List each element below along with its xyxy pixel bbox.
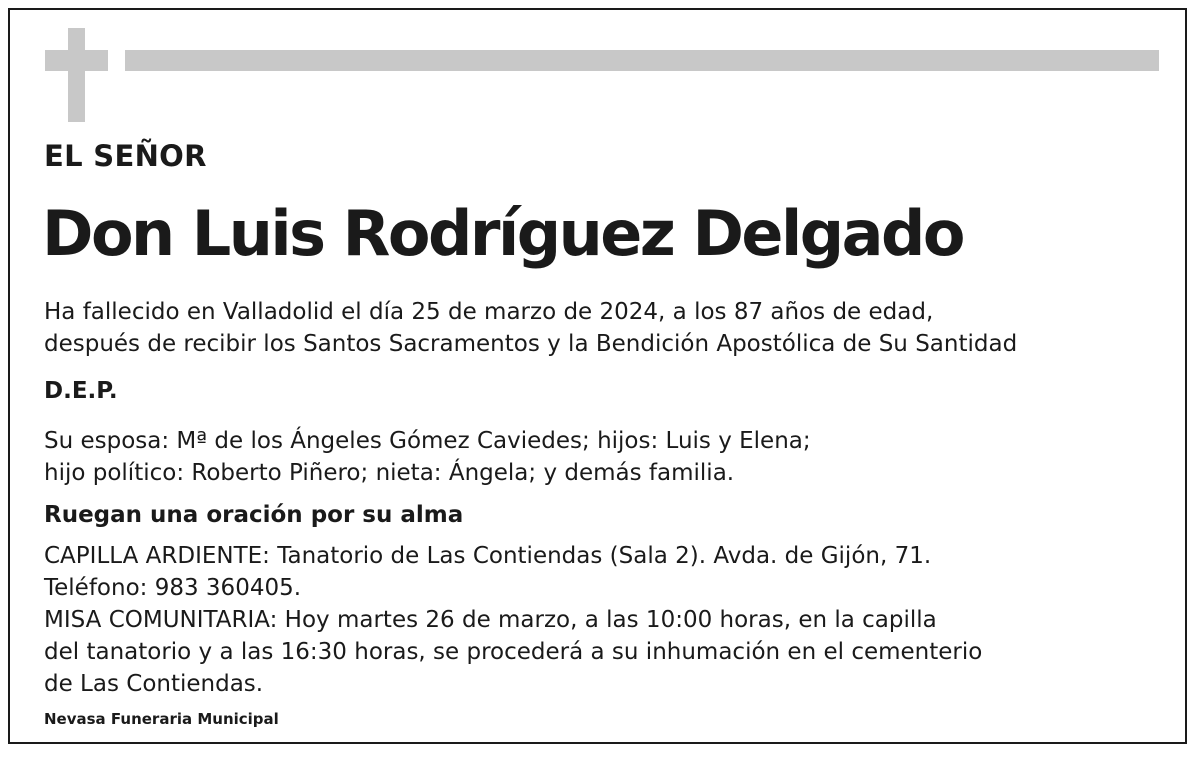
family-line: Su esposa: Mª de los Ángeles Gómez Caviedes; hijos: Luis y Elena; xyxy=(44,428,811,454)
deceased-name: Don Luis Rodríguez Delgado xyxy=(42,197,963,270)
details-line: CAPILLA ARDIENTE: Tanatorio de Las Contiendas (Sala 2). Avda. de Gijón, 71. xyxy=(44,543,932,569)
death-notice xyxy=(44,296,1017,360)
prayer-request: Ruegan una oración por su alma xyxy=(44,502,464,528)
service-details xyxy=(44,540,982,700)
funeral-home-credit: Nevasa Funeraria Municipal xyxy=(44,710,279,728)
details-line: Teléfono: 983 360405. xyxy=(44,575,302,601)
intro-heading: EL SEÑOR xyxy=(44,139,207,173)
details-line: del tanatorio y a las 16:30 horas, se procederá a su inhumación en el cementerio xyxy=(44,639,983,665)
family-list xyxy=(44,425,811,489)
details-line: MISA COMUNITARIA: Hoy martes 26 de marzo, a las 10:00 horas, en la capilla xyxy=(44,607,937,633)
death-notice-line: Ha fallecido en Valladolid el día 25 de marzo de 2024, a los 87 años de edad, xyxy=(44,299,934,325)
cross-vertical-bar xyxy=(68,28,85,122)
header-rule xyxy=(125,50,1159,71)
cross-horizontal-bar xyxy=(45,50,108,71)
details-line: de Las Contiendas. xyxy=(44,671,264,697)
family-line: hijo político: Roberto Piñero; nieta: Ángela; y demás familia. xyxy=(44,460,735,486)
death-notice-line: después de recibir los Santos Sacramentos y la Bendición Apostólica de Su Santidad xyxy=(44,331,1018,357)
dep-label: D.E.P. xyxy=(44,378,118,404)
